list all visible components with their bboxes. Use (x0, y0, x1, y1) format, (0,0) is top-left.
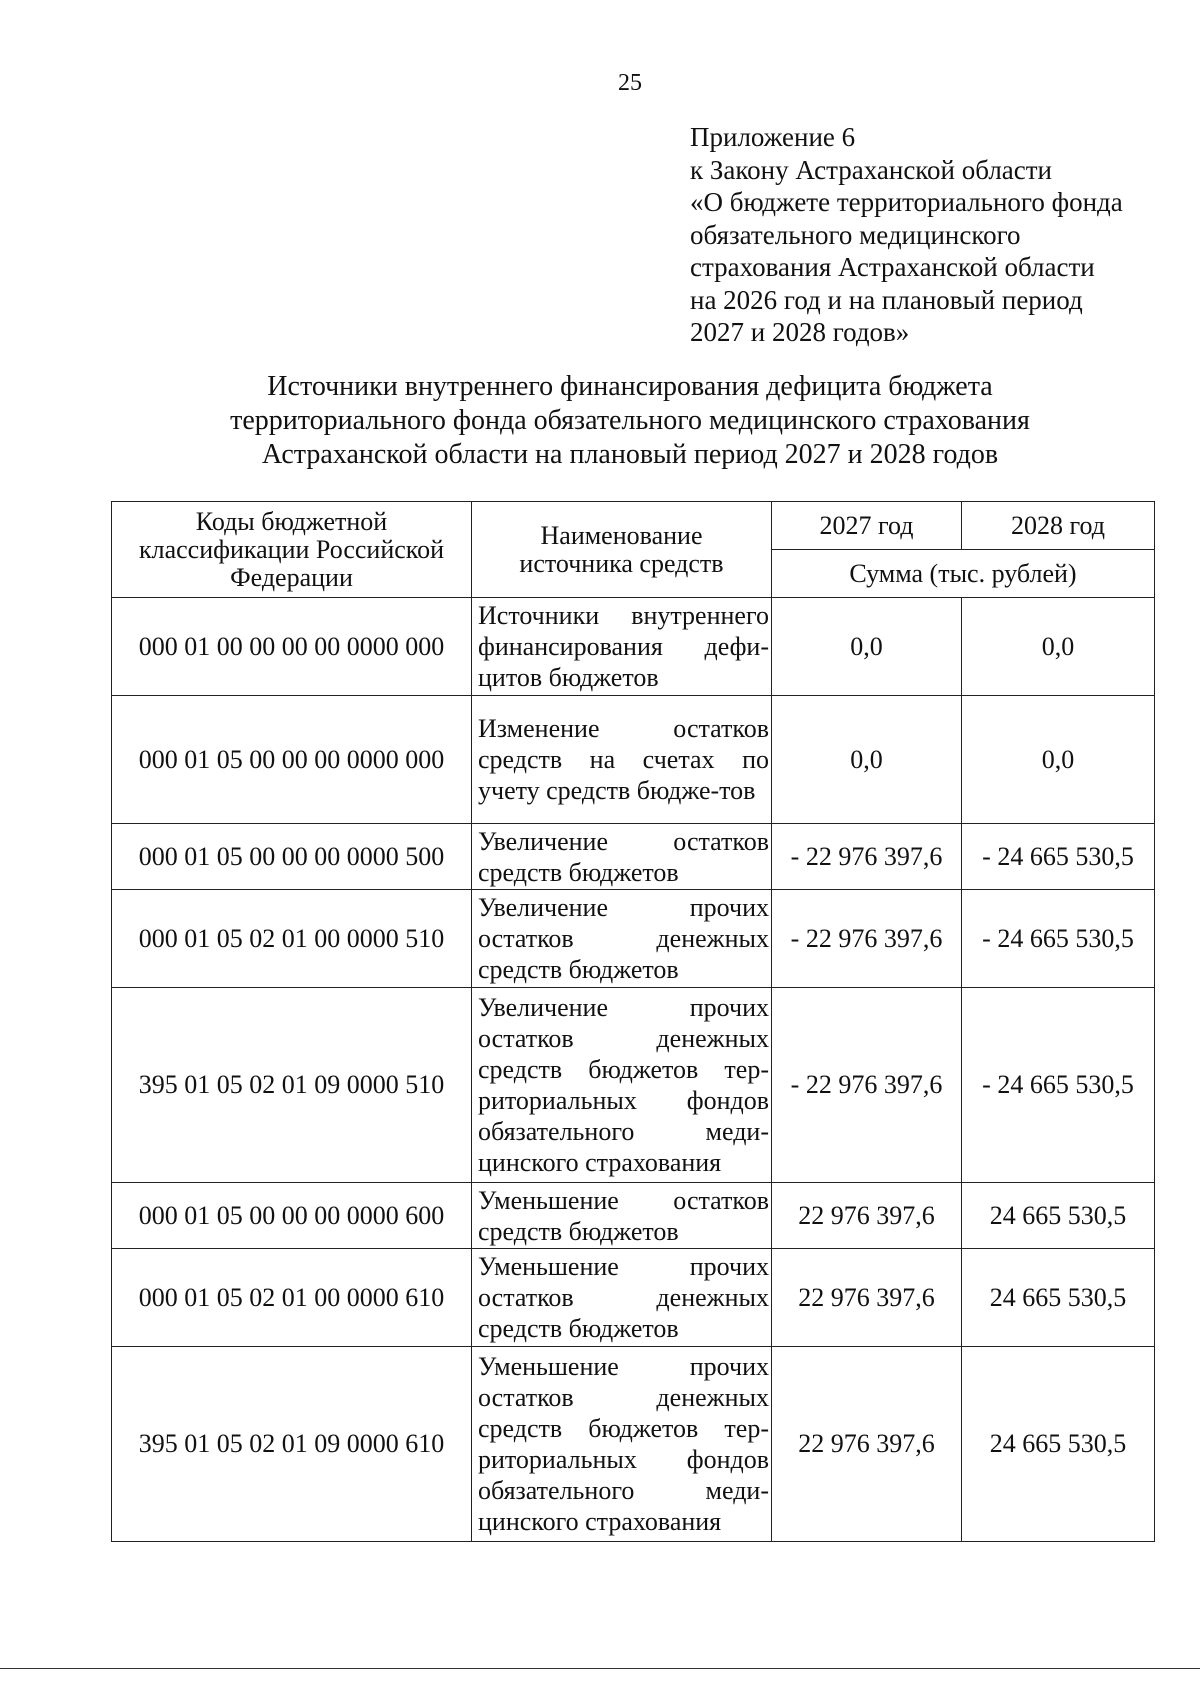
row-amount-2027: 22 976 397,6 (772, 1249, 962, 1347)
row-amount-2028: - 24 665 530,5 (962, 824, 1155, 890)
row-name: Уменьшение остатков средств бюджетов (472, 1183, 772, 1249)
appendix-block (690, 121, 1123, 349)
sources-table (111, 501, 1155, 1542)
row-amount-2028: - 24 665 530,5 (962, 988, 1155, 1183)
appendix-line: «О бюджете территориального фонда (690, 187, 1123, 217)
row-amount-2028: 0,0 (962, 696, 1155, 824)
row-amount-2027: 0,0 (772, 696, 962, 824)
row-code: 395 01 05 02 01 09 0000 610 (112, 1347, 472, 1542)
row-amount-2027: - 22 976 397,6 (772, 824, 962, 890)
row-amount-2027: - 22 976 397,6 (772, 988, 962, 1183)
row-name: Уменьшение прочих остатков денежных средств бюджетов (472, 1249, 772, 1347)
appendix-line: к Закону Астраханской области (690, 154, 1053, 185)
row-name: Изменение остатков средств на счетах по учету средств бюдже-тов (472, 696, 772, 824)
row-name: Увеличение прочих остатков денежных средств бюджетов тер-риториальных фондов обязательного меди-цинского страхования (472, 988, 772, 1183)
document-title (0, 370, 1200, 472)
appendix-line: страхования Астраханской области (690, 252, 1095, 282)
page-number: 25 (618, 70, 642, 96)
header-codes: Коды бюджетной классификации Российской Федерации (112, 502, 472, 598)
row-amount-2028: 0,0 (962, 598, 1155, 696)
table-row (112, 988, 1155, 1183)
header-year-2027: 2027 год (772, 502, 962, 550)
row-name: Источники внутреннего финансирования дефи-цитов бюджетов (472, 598, 772, 696)
row-name: Уменьшение прочих остатков денежных средств бюджетов тер-риториальных фондов обязательного меди-цинского страхования (472, 1347, 772, 1542)
title-line: территориального фонда обязательного медицинского страхования (230, 405, 1030, 436)
row-amount-2028: 24 665 530,5 (962, 1347, 1155, 1542)
table-row (112, 598, 1155, 696)
table-row (112, 1347, 1155, 1542)
row-code: 000 01 05 00 00 00 0000 500 (112, 824, 472, 890)
row-code: 000 01 05 02 01 00 0000 610 (112, 1249, 472, 1347)
appendix-line: Приложение 6 (690, 122, 856, 152)
header-year-2028: 2028 год (962, 502, 1155, 550)
row-amount-2027: 22 976 397,6 (772, 1347, 962, 1542)
row-code: 000 01 05 02 01 00 0000 510 (112, 890, 472, 988)
row-name: Увеличение прочих остатков денежных средств бюджетов (472, 890, 772, 988)
row-code: 395 01 05 02 01 09 0000 510 (112, 988, 472, 1183)
appendix-line: на 2026 год и на плановый период (690, 284, 1083, 315)
table-row (112, 1183, 1155, 1249)
header-sum: Сумма (тыс. рублей) (772, 550, 1155, 598)
row-name: Увеличение остатков средств бюджетов (472, 824, 772, 890)
table-row (112, 824, 1155, 890)
title-line: Источники внутреннего финансирования дефицита бюджета (267, 371, 993, 402)
header-name: Наименование источника средств (472, 502, 772, 598)
row-amount-2027: - 22 976 397,6 (772, 890, 962, 988)
row-amount-2028: 24 665 530,5 (962, 1183, 1155, 1249)
row-amount-2028: 24 665 530,5 (962, 1249, 1155, 1347)
table-row (112, 890, 1155, 988)
row-code: 000 01 00 00 00 00 0000 000 (112, 598, 472, 696)
row-code: 000 01 05 00 00 00 0000 600 (112, 1183, 472, 1249)
appendix-line: обязательного медицинского (690, 219, 1021, 250)
title-line: Астраханской области на плановый период 2027 и 2028 годов (261, 439, 999, 470)
row-code: 000 01 05 00 00 00 0000 000 (112, 696, 472, 824)
row-amount-2027: 0,0 (772, 598, 962, 696)
bottom-divider (0, 1668, 1200, 1669)
table-row (112, 1249, 1155, 1347)
appendix-line: 2027 и 2028 годов» (690, 317, 910, 347)
row-amount-2028: - 24 665 530,5 (962, 890, 1155, 988)
table-row (112, 696, 1155, 824)
row-amount-2027: 22 976 397,6 (772, 1183, 962, 1249)
